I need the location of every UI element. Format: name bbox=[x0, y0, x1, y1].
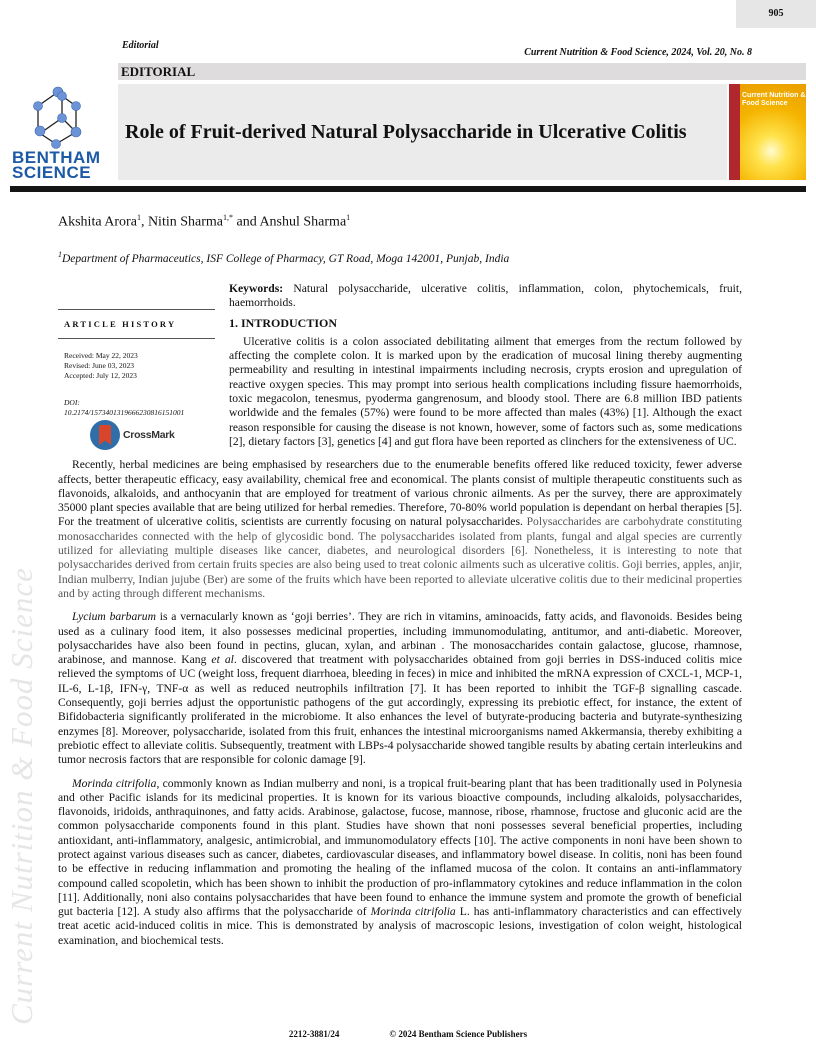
author-separator: , bbox=[140, 214, 148, 230]
author-name: Nitin Sharma bbox=[147, 214, 223, 230]
paragraph bbox=[58, 458, 742, 601]
author-affiliation-mark: 1 bbox=[136, 213, 141, 222]
paragraph bbox=[58, 610, 742, 767]
editorial-bar: EDITORIAL bbox=[118, 63, 806, 81]
copyright: © 2024 Bentham Science Publishers bbox=[389, 1029, 528, 1039]
paragraph-text: is a vernacularly known as ‘goji berries’. They are rich in vitamins, aminoacids, fatty acids, and flavonoids. Besides being used as a culinary food item, it also possesses medicinal properties, including immunomodulating, antitumor, and anti-diabetic. Moreover, polysaccharides have also been found in pectins, glucan, xylan, and arbinan . The monosaccharides contain galactose, glucose, rhamnose, arabinose, and mannose. Kang bbox=[58, 610, 742, 667]
doi-link[interactable]: 10.2174/1573401319666230816151001 bbox=[64, 408, 185, 417]
article-title: Role of Fruit-derived Natural Polysaccharide in Ulcerative Colitis bbox=[125, 120, 687, 143]
et-al: et al bbox=[211, 653, 234, 667]
received-date: Received: May 22, 2023 bbox=[64, 351, 138, 360]
issn: 2212-3881/24 bbox=[288, 1029, 340, 1039]
section-heading: 1. INTRODUCTION bbox=[229, 315, 338, 330]
header-divider bbox=[10, 186, 806, 192]
species-name: Lycium barbarum bbox=[72, 610, 156, 624]
author-affiliation-mark: 1,* bbox=[222, 213, 233, 222]
accepted-date: Accepted: July 12, 2023 bbox=[64, 371, 137, 380]
affiliation-text: Department of Pharmaceutics, ISF College of Pharmacy, GT Road, Moga 142001, Punjab, India bbox=[62, 252, 510, 265]
page-footer bbox=[0, 1029, 816, 1039]
doi-label: DOI: bbox=[64, 398, 80, 407]
paragraph-text: L. has anti-inflammatory characteristics and can effectively treat acetic acid-induced colitis in mice. This is demonstrated by analysis of macroscopic lesions, investigation of colon weight, histological examination, and biochemical tests. bbox=[58, 905, 742, 947]
cover-title: Current Nutrition & Food Science bbox=[742, 92, 806, 107]
paragraph-text: Recently, herbal medicines are being emphasised by researchers due to the enumerable benefits offered like reduced toxicity, fewer adverse affects, better therapeutic efficacy, easy availability, chemical free and economical. The plants consist of multiple therapeutic constituents such as flavonoids, alkaloids, and anthocyanin that are employed for treatment of various chronic ailments. As per the survey, there are approximately 35000 plant species available that are being utilized for herbal remedies. Therefore, 70-80% world population is dependant on herbal therapies [5]. For the treatment of ulcerative colitis, scientists are currently focusing on natural polysaccharides. bbox=[58, 458, 742, 529]
author-name: Akshita Arora bbox=[58, 214, 137, 230]
paragraph-text: . discovered that treatment with polysaccharides obtained from goji berries in DSS-induced colitis mice relieved the symptoms of UC (weight loss, frequent diarrhoea, bleeding in feces) in mice and inhibited the mRNA expression of CXCL-1, MCP-1, IL-6, L-1β, IFN-γ, TNF-α as well as reduced neutrophils infiltration [7]. It has been reported to inhibit the TGF-β signalling cascade. Consequently, goji berries adjust the opportunistic pathogens of the gut accordingly, expressing its prebiotic effect, for instance, the extent of Bifidobacteria significantly proliferated in the microbiome. It also enhances the level of butyrate-producing bacteria and butyrate-synthesizing enzymes [8]. Moreover, polysaccharide, isolated from this fruit, enhances the intestinal microorganisms named Akkermansia, thereby exhibiting a prebiotic effect to alleviate colitis. Subsequently, treatment with LBPs-4 polysaccharide showed tangible results by abating certain interleukins and tumor necrosis factors that are responsible for colonic damage [9]. bbox=[58, 653, 742, 767]
journal-watermark: Current Nutrition & Food Science bbox=[4, 567, 39, 1025]
paragraph-text: Polysaccharides are carbohydrate constituting monosaccharides connected with the help of glycosidic bond. The polysaccharides isolated from plants, fungal and algal species are currently utilized for alleviating multiple diseases like cancer, diabetes, and neurological disorders [6]. Nonetheless, it is interesting to note that polysaccharides derived from certain fruits species are also being used to treat colonic ailments such as ulcerative colitis. Goji berries, apples, anjir, Indian mulberry, Indian jujube (Ber) are some of the fruits which have been reported to alleviate ulcerative colitis due to their medicinal properties and by acting through different mechanisms. bbox=[58, 515, 742, 600]
author-list bbox=[58, 213, 350, 231]
species-name: Morinda citrifolia bbox=[370, 905, 456, 919]
keywords-label: Keywords: bbox=[229, 282, 284, 295]
author-affiliation-mark: 1 bbox=[346, 213, 351, 222]
article-history-label: ARTICLE HISTORY bbox=[64, 319, 177, 329]
crossmark-label: CrossMark bbox=[123, 429, 175, 441]
paragraph: Ulcerative colitis is a colon associated debilitating ailment that emerges from the rectum followed by affecting the complete colon. It is marked upon by the eradication of mucosal lining thereby augmenting permeability and resulting in intestinal impairments including necrosis, crypts erosion and upregulation of reactive oxygen species. This may prompt into serious health complications including fissure haemorrhoids, toxic megacolon, tenesmus, pyoderma gangrenosum, and bloody stool. There are 6.8 million IBD patients worldwide and the females (57%) were found to be more affected than males (43%) [1]. Although the exact reason responsible for causing the disease is not known, however, some of factors such as, some medications [2], dietary factors [3], genetics [4] and gut flora have been reported as clinchers for the extensiveness of UC. bbox=[229, 334, 742, 448]
affiliation-mark: 1 bbox=[58, 250, 62, 259]
publisher-logo-text: BENTHAM SCIENCE bbox=[12, 148, 101, 182]
paragraph bbox=[58, 777, 742, 949]
paragraph-text: commonly known as Indian mulberry and noni, is a tropical fruit-bearing plant that has been traditionally used in Polynesia and other Pacific islands for its medicinal properties. It is known for its various bioactive compounds, including alkaloids, polysaccharides, flavonoids, iridoids, anthraquinones, and fatty acids. Arabinose, galactose, fucose, mannose, ribose, rhamnose, fructose and gluconic acid are the common polysaccharide components found in this plant. Studies have shown that noni possesses several beneficial properties, including antioxidant, anti-inflammatory, analgesic, antimicrobial, and immunomodulatory effects [10]. The active components in noni have been shown to protect against various diseases such as cancer, diabetes, cardiovascular diseases, and inflammatory bowel disease. In colitis, noni has been found to be effective in reducing inflammation and promoting the healing of the inflamed mucosa of the colon. It contains an anti-inflammatory compound called scopoletin, which has been shown to inhibit the production of pro-inflammatory cytokines and reduce inflammation in the colon [11]. Additionally, noni also contains polysaccharides that have been found to enhance the immune system and promote the growth of beneficial gut bacteria [12]. A study also affirms that the polysaccharide of bbox=[58, 776, 743, 919]
author-separator: and bbox=[232, 214, 260, 230]
journal-cover-image bbox=[729, 84, 806, 180]
journal-citation: Current Nutrition & Food Science, 2024, Vol. 20, No. 8 bbox=[524, 47, 752, 58]
affiliation bbox=[58, 250, 509, 265]
title-box bbox=[118, 84, 727, 180]
author-name: Anshul Sharma bbox=[259, 214, 347, 230]
sidebar-spacer bbox=[58, 282, 229, 450]
species-name: Morinda citrifolia, bbox=[72, 776, 160, 790]
bentham-science-logo bbox=[10, 86, 112, 182]
section-label: Editorial bbox=[122, 40, 159, 51]
cover-spine bbox=[729, 84, 740, 180]
molecule-icon bbox=[28, 86, 98, 150]
article-body bbox=[58, 282, 742, 948]
keywords-text: Natural polysaccharide, ulcerative colitis, inflammation, colon, phytochemicals, fruit, haemorrhoids. bbox=[229, 282, 742, 310]
revised-date: Revised: June 03, 2023 bbox=[64, 361, 134, 370]
page-number: 905 bbox=[736, 0, 816, 28]
